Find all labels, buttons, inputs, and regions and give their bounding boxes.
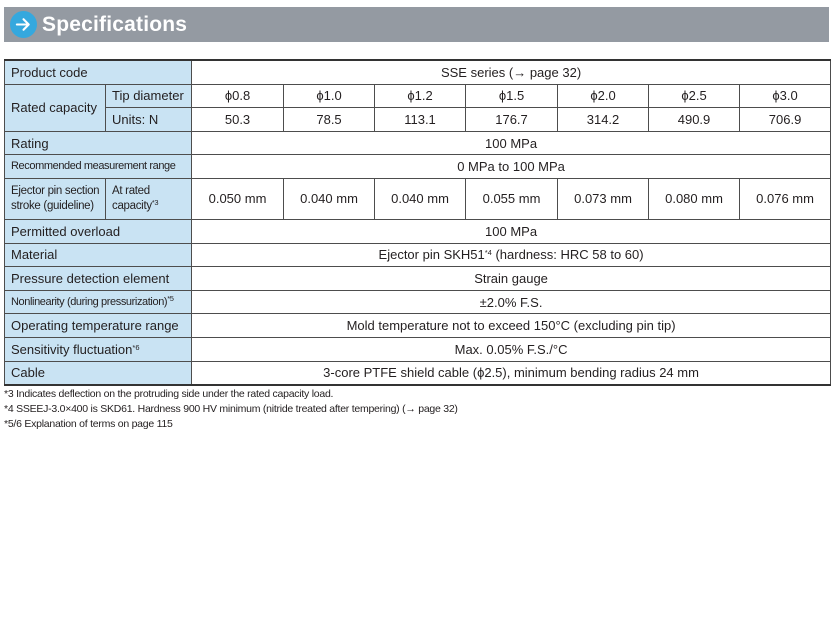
tip-diameter-cell: ϕ1.5 bbox=[466, 84, 558, 108]
row-measurement-range bbox=[5, 155, 831, 179]
sensitivity-value: Max. 0.05% F.S./°C bbox=[192, 337, 831, 361]
specifications-table bbox=[4, 59, 831, 386]
rated-capacity-cell: 113.1 bbox=[375, 108, 466, 132]
at-rated-line1: At rated bbox=[112, 184, 150, 197]
tip-diameter-cell: ϕ1.0 bbox=[284, 84, 375, 108]
material-label: Material bbox=[5, 243, 192, 267]
row-permitted-overload bbox=[5, 219, 831, 243]
pressure-element-label: Pressure detection element bbox=[5, 267, 192, 291]
footnote-4: *4 SSEEJ-3.0×400 is SKD61. Hardness 900 HV minimum (nitride treated after tempering) (→ page 32) bbox=[4, 403, 458, 415]
row-rated-capacity-values bbox=[5, 108, 831, 132]
ejector-stroke-label-line2: stroke (guideline) bbox=[11, 199, 94, 212]
row-sensitivity bbox=[5, 337, 831, 361]
ejector-stroke-cell: 0.055 mm bbox=[466, 178, 558, 219]
nonlinearity-label bbox=[5, 290, 192, 314]
rated-capacity-cell: 706.9 bbox=[740, 108, 831, 132]
ejector-stroke-cell: 0.073 mm bbox=[558, 178, 649, 219]
row-pressure-element bbox=[5, 267, 831, 291]
tip-diameter-cell: ϕ0.8 bbox=[192, 84, 284, 108]
footnote-ref: *5 bbox=[167, 293, 174, 303]
ejector-stroke-label-line1: Ejector pin section bbox=[11, 184, 100, 197]
measurement-range-label: Recommended measurement range bbox=[5, 155, 192, 179]
row-cable bbox=[5, 361, 831, 385]
rated-capacity-cell: 50.3 bbox=[192, 108, 284, 132]
nonlinearity-label-text: Nonlinearity (during pressurization) bbox=[11, 295, 168, 308]
pressure-element-value: Strain gauge bbox=[192, 267, 831, 291]
permitted-overload-value: 100 MPa bbox=[192, 219, 831, 243]
cable-value: 3-core PTFE shield cable (ϕ2.5), minimum bending radius 24 mm bbox=[192, 361, 831, 385]
row-tip-diameter bbox=[5, 84, 831, 108]
sensitivity-label bbox=[5, 337, 192, 361]
rating-value: 100 MPa bbox=[192, 131, 831, 155]
operating-temp-label: Operating temperature range bbox=[5, 314, 192, 338]
arrow-right-icon bbox=[10, 11, 37, 38]
tip-diameter-cell: ϕ2.0 bbox=[558, 84, 649, 108]
ejector-stroke-cell: 0.076 mm bbox=[740, 178, 831, 219]
permitted-overload-label: Permitted overload bbox=[5, 219, 192, 243]
rated-capacity-cell: 314.2 bbox=[558, 108, 649, 132]
rated-capacity-cell: 176.7 bbox=[466, 108, 558, 132]
tip-diameter-cell: ϕ3.0 bbox=[740, 84, 831, 108]
ejector-stroke-cell: 0.050 mm bbox=[192, 178, 284, 219]
footnote-ref: *3 bbox=[151, 197, 159, 207]
footnotes bbox=[4, 387, 458, 432]
ejector-stroke-label bbox=[5, 178, 106, 219]
tip-diameter-label: Tip diameter bbox=[106, 84, 192, 108]
section-header bbox=[4, 7, 829, 42]
ejector-stroke-cell: 0.040 mm bbox=[375, 178, 466, 219]
rating-label: Rating bbox=[5, 131, 192, 155]
units-label: Units: N bbox=[106, 108, 192, 132]
sensitivity-label-text: Sensitivity fluctuation bbox=[11, 341, 133, 357]
row-material bbox=[5, 243, 831, 267]
at-rated-line2: capacity bbox=[112, 199, 152, 212]
material-value-main: Ejector pin SKH51 bbox=[378, 247, 485, 263]
material-value bbox=[192, 243, 831, 267]
ejector-stroke-cell: 0.080 mm bbox=[649, 178, 740, 219]
cable-label: Cable bbox=[5, 361, 192, 385]
operating-temp-value: Mold temperature not to exceed 150°C (excluding pin tip) bbox=[192, 314, 831, 338]
measurement-range-value: 0 MPa to 100 MPa bbox=[192, 155, 831, 179]
product-code-value: SSE series (→ page 32) bbox=[192, 60, 831, 84]
footnote-3: *3 Indicates deflection on the protruding side under the rated capacity load. bbox=[4, 388, 334, 400]
product-code-label: Product code bbox=[5, 60, 192, 84]
row-ejector-stroke bbox=[5, 178, 831, 219]
material-value-hardness: (hardness: HRC 58 to 60) bbox=[491, 247, 644, 263]
at-rated-capacity-label bbox=[106, 178, 192, 219]
tip-diameter-cell: ϕ1.2 bbox=[375, 84, 466, 108]
row-operating-temp bbox=[5, 314, 831, 338]
rated-capacity-cell: 78.5 bbox=[284, 108, 375, 132]
rated-capacity-cell: 490.9 bbox=[649, 108, 740, 132]
page-title: Specifications bbox=[42, 12, 188, 36]
row-rating bbox=[5, 131, 831, 155]
nonlinearity-value: ±2.0% F.S. bbox=[192, 290, 831, 314]
row-product-code bbox=[5, 60, 831, 84]
tip-diameter-cell: ϕ2.5 bbox=[649, 84, 740, 108]
footnote-ref: *4 bbox=[484, 248, 492, 258]
footnote-5-6: *5/6 Explanation of terms on page 115 bbox=[4, 418, 173, 430]
row-nonlinearity bbox=[5, 290, 831, 314]
ejector-stroke-cell: 0.040 mm bbox=[284, 178, 375, 219]
rated-capacity-label: Rated capacity bbox=[5, 84, 106, 131]
footnote-ref: *6 bbox=[132, 342, 140, 352]
